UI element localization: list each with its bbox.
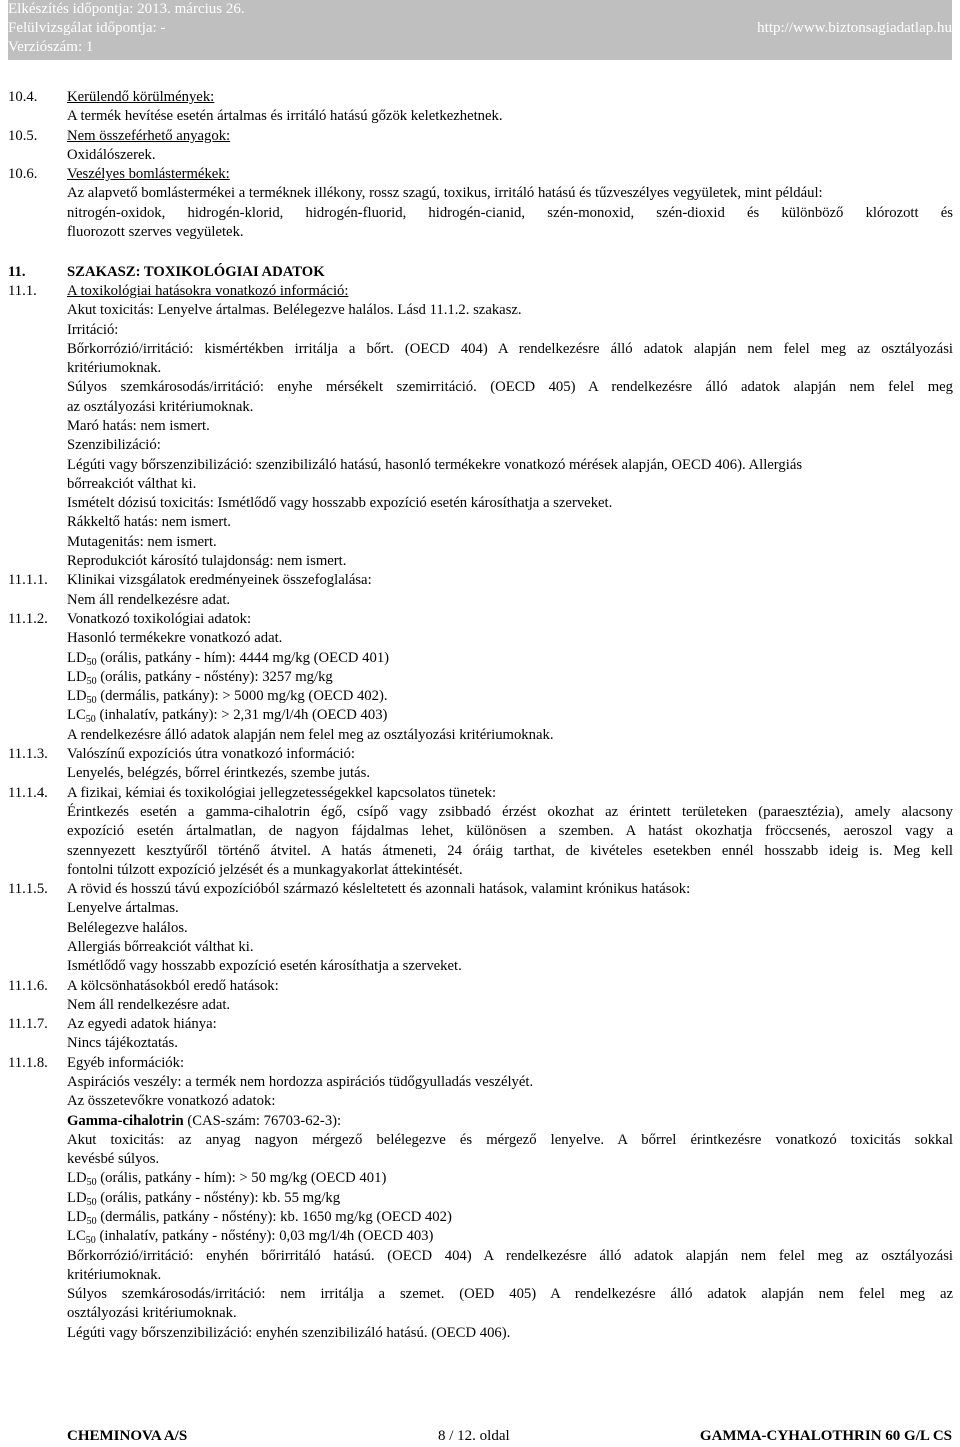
section-number: 11.1.1. xyxy=(8,572,48,588)
paragraph-line: szennyezett kesztyűről történő átvitel. A hatás átmeneti, 24 óráig tarthat, de kivételes esetekben ennél hosszabb ideig is. Meg kell xyxy=(67,843,953,859)
section-title: Kerülendő körülmények: xyxy=(67,89,215,105)
section-number: 10.6. xyxy=(8,166,38,182)
component-name: Gamma-cihalotrin (CAS-szám: 76703-62-3): xyxy=(67,1113,342,1129)
footer-company: CHEMINOVA A/S xyxy=(67,1428,188,1444)
paragraph-line: Belélegezve halálos. xyxy=(67,920,188,936)
paragraph-line: bőrreakciót válthat ki. xyxy=(67,476,197,492)
paragraph-line: Szenzibilizáció: xyxy=(67,437,161,453)
paragraph-line: Az összetevőkre vonatkozó adatok: xyxy=(67,1093,276,1109)
footer-product: GAMMA-CYHALOTHRIN 60 G/L CS xyxy=(699,1428,952,1444)
paragraph-line: Súlyos szemkárosodás/irritáció: enyhe mérsékelt szemirritáció. (OECD 405) A rendelkezésre álló adatok alapján nem felel meg xyxy=(67,379,953,395)
paragraph-line: Ismételt dózisú toxicitás: Ismétlődő vagy hosszabb expozíció esetén károsíthatja a szerveket. xyxy=(67,495,613,511)
paragraph-line: Akut toxicitás: Lenyelve ártalmas. Belélegezve halálos. Lásd 11.1.2. szakasz. xyxy=(67,302,522,318)
section-title: Valószínű expozíciós útra vonatkozó információ: xyxy=(67,746,355,762)
paragraph-line: Légúti vagy bőrszenzibilizáció: enyhén szenzibilizáló hatású. (OECD 406). xyxy=(67,1325,511,1341)
section-text: Nincs tájékoztatás. xyxy=(67,1035,178,1051)
section-title: Nem összeférhető anyagok: xyxy=(67,128,231,144)
paragraph-line: Légúti vagy bőrszenzibilizáció: szenzibilizáló hatású, hasonló termékekre vonatkozó mérések alapján, OECD 406). Allergiás xyxy=(67,457,803,473)
revision-date: Felülvizsgálat időpontja: - xyxy=(8,20,166,36)
section-number: 11.1.4. xyxy=(8,785,48,801)
paragraph-line: Reprodukciót károsító tulajdonság: nem ismert. xyxy=(67,553,347,569)
paragraph-line: Súlyos szemkárosodás/irritáció: nem irritálja a szemet. (OED 405) A rendelkezésre álló adatok alapján nem felel meg az xyxy=(67,1286,953,1302)
section-number: 10.4. xyxy=(8,89,38,105)
section-text: Az alapvető bomlástermékei a terméknek illékony, rossz szagú, toxikus, irritáló hatású és tűzveszélyes vegyületek, mint például: xyxy=(67,185,823,201)
paragraph-line: Allergiás bőrreakciót válthat ki. xyxy=(67,939,254,955)
section-title: A kölcsönhatásokból eredő hatások: xyxy=(67,978,279,994)
paragraph-line: Ismétlődő vagy hosszabb expozíció esetén károsíthatja a szerveket. xyxy=(67,958,462,974)
section-text: Oxidálószerek. xyxy=(67,147,156,163)
section-text: A rendelkezésre álló adatok alapján nem felel meg az osztályozási kritériumoknak. xyxy=(67,727,554,743)
section-text: Nem áll rendelkezésre adat. xyxy=(67,997,231,1013)
section-title: Az egyedi adatok hiánya: xyxy=(67,1016,217,1032)
paragraph-line: Akut toxicitás: az anyag nagyon mérgező belélegezve és mérgező lenyelve. A bőrrel érintkezésre vonatkozó toxicitás sokkal xyxy=(67,1132,953,1148)
ld50-value: $LD_{50}$ (orális, patkány - nőstény): 3257 mg/kg xyxy=(67,669,333,687)
page-number: 8 / 12. oldal xyxy=(438,1428,510,1444)
section-title: A fizikai, kémiai és toxikológiai jellegzetességekkel kapcsolatos tünetek: xyxy=(67,785,497,801)
section-number: 10.5. xyxy=(8,128,38,144)
section-title: Egyéb információk: xyxy=(67,1055,185,1071)
section-title: A toxikológiai hatásokra vonatkozó információ: xyxy=(67,283,349,299)
section-heading: SZAKASZ: TOXIKOLÓGIAI ADATOK xyxy=(67,264,325,280)
section-title: A rövid és hosszú távú expozícióból származó késleltetett és azonnali hatások, valamint krónikus hatások: xyxy=(67,881,691,897)
section-text: nitrogén-oxidok, hidrogén-klorid, hidrogén-fluorid, hidrogén-cianid, szén-monoxid, szén-dioxid és különböző klórozott és xyxy=(67,205,953,221)
section-number: 11.1.7. xyxy=(8,1016,48,1032)
section-number: 11.1.2. xyxy=(8,611,48,627)
section-text: Lenyelés, belégzés, bőrrel érintkezés, szembe jutás. xyxy=(67,765,371,781)
section-title: Vonatkozó toxikológiai adatok: xyxy=(67,611,252,627)
ld50-value: $LD_{50}$ (orális, patkány - nőstény): kb. 55 mg/kg xyxy=(67,1190,341,1208)
ld50-value: $LD_{50}$ (dermális, patkány): > 5000 mg/kg (OECD 402). xyxy=(67,688,388,706)
paragraph-line: Mutagenitás: nem ismert. xyxy=(67,534,217,550)
paragraph-line: Bőrkorrózió/irritáció: kismértékben irritálja a bőrt. (OECD 404) A rendelkezésre álló adatok alapján nem felel meg az osztályozási xyxy=(67,341,953,357)
paragraph-line: fontolni túlzott expozíció jelzését és a munkagyakorlat áttekintését. xyxy=(67,862,463,878)
paragraph-line: Maró hatás: nem ismert. xyxy=(67,418,210,434)
ld50-value: $LD_{50}$ (orális, patkány - hím): > 50 mg/kg (OECD 401) xyxy=(67,1170,387,1188)
ld50-value: $LD_{50}$ (orális, patkány - hím): 4444 mg/kg (OECD 401) xyxy=(67,650,390,668)
paragraph-line: osztályozási kritériumoknak. xyxy=(67,1305,237,1321)
website-link[interactable]: http://www.biztonsagiadatlap.hu xyxy=(757,20,952,36)
section-text: Hasonló termékekre vonatkozó adat. xyxy=(67,630,283,646)
paragraph-line: kritériumoknak. xyxy=(67,360,162,376)
section-text: Nem áll rendelkezésre adat. xyxy=(67,592,231,608)
paragraph-line: kritériumoknak. xyxy=(67,1267,162,1283)
paragraph-line: Rákkeltő hatás: nem ismert. xyxy=(67,514,231,530)
paragraph-line: az osztályozási kritériumoknak. xyxy=(67,399,254,415)
section-title: Veszélyes bomlástermékek: xyxy=(67,166,230,182)
ld50-value: $LD_{50}$ (dermális, patkány - nőstény): kb. 1650 mg/kg (OECD 402) xyxy=(67,1209,452,1227)
section-number: 11.1.6. xyxy=(8,978,48,994)
paragraph-line: Aspirációs veszély: a termék nem hordozza aspirációs tüdőgyulladás veszélyét. xyxy=(67,1074,534,1090)
paragraph-line: kevésbé súlyos. xyxy=(67,1151,160,1167)
paragraph-line: Bőrkorrózió/irritáció: enyhén bőrirritáló hatású. (OECD 404) A rendelkezésre álló adatok alapján nem felel meg az osztályozási xyxy=(67,1248,953,1264)
paragraph-line: Érintkezés esetén a gamma-cihalotrin égő, csípő vagy zsibbadó érzést okozhat az érintett területeken (paraesztézia), amely alacsony xyxy=(67,804,953,820)
paragraph-line: Irritáció: xyxy=(67,322,119,338)
lc50-value: $LC_{50}$ (inhalatív, patkány - nőstény): 0,03 mg/l/4h (OECD 403) xyxy=(67,1228,434,1246)
section-text: A termék hevítése esetén ártalmas és irritáló hatású gőzök keletkezhetnek. xyxy=(67,108,503,124)
version-number: Verziószám: 1 xyxy=(8,39,94,55)
lc50-value: $LC_{50}$ (inhalatív, patkány): > 2,31 mg/l/4h (OECD 403) xyxy=(67,707,388,725)
section-number: 11.1.5. xyxy=(8,881,48,897)
section-title: Klinikai vizsgálatok eredményeinek összefoglalása: xyxy=(67,572,372,588)
section-text: fluorozott szerves vegyületek. xyxy=(67,224,244,240)
section-number: 11. xyxy=(8,264,26,280)
paragraph-line: expozíció esetén ártalmatlan, de nagyon fájdalmas lehet, különösen a szemben. A hatást okozhatja fröccsenés, aeroszol vagy a xyxy=(67,823,953,839)
section-number: 11.1.3. xyxy=(8,746,48,762)
section-number: 11.1. xyxy=(8,283,37,299)
paragraph-line: Lenyelve ártalmas. xyxy=(67,900,179,916)
prepared-date: Elkészítés időpontja: 2013. március 26. xyxy=(8,1,245,17)
section-number: 11.1.8. xyxy=(8,1055,48,1071)
